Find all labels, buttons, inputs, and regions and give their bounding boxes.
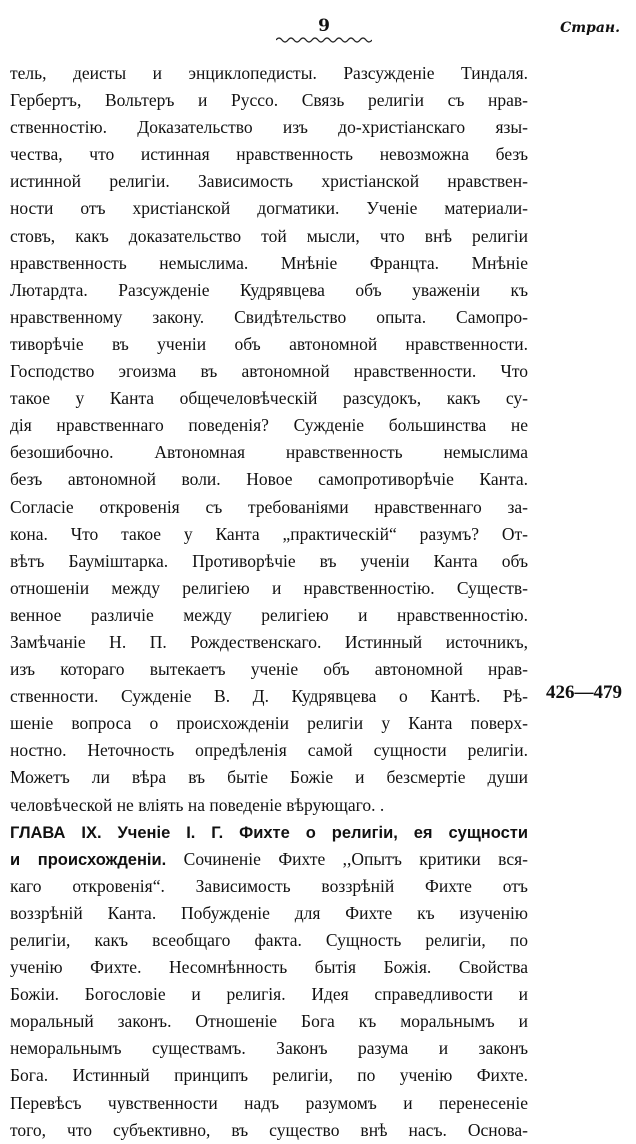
text-line: ностно. Неточность опредѣленія самой сущности религіи. (10, 740, 528, 761)
text-line: Божіи. Богословіе и религія. Идея справедливости и (10, 984, 528, 1005)
text-line: отношеніи между религіею и нравственностію. Существ- (10, 577, 528, 598)
text-line: Гербертъ, Вольтеръ и Руссо. Связь религіи съ нрав- (10, 90, 528, 111)
text-line: безъ автономной воли. Новое самопротиворѣчіе Канта. (10, 469, 528, 490)
text-line: того, что субъективно, въ существо внѣ насъ. Основа- (10, 1119, 528, 1140)
text-line: религіи, какъ всеобщаго факта. Сущность религіи, по (10, 930, 528, 950)
text-line: ственностію. Доказательство изъ до-христіанскаго язы- (10, 117, 528, 138)
text-line: шеніе вопроса о происхожденіи религіи у Канта поверх- (10, 713, 528, 734)
text-line: изъ котораго вытекаетъ ученіе объ автономной нрав- (10, 659, 528, 680)
text-line: кона. Что такое у Канта „практическій“ разумъ? От- (10, 523, 528, 544)
text-line: такое у Канта общечеловѣческій разсудокъ, какъ су- (10, 388, 528, 409)
text-line: истинной религіи. Зависимость христіанской нравствен- (10, 171, 528, 192)
text-line: тель, деисты и энциклопедисты. Разсужденіе Тиндаля. (10, 63, 528, 83)
ornament-squiggle-icon (276, 36, 372, 44)
text-line: воззрѣній Канта. Побужденіе для Фихте къ изученію (10, 902, 528, 923)
page-number: 9 (318, 16, 330, 36)
chapter-title-continued: и происхожденіи. (10, 850, 167, 869)
text-line: безошибочно. Автономная нравственность немыслима (10, 442, 528, 463)
running-head: Стран. (560, 20, 620, 36)
text-line: венное различіе между религіею и нравственностію. (10, 604, 528, 625)
text-line: каго откровенія“. Зависимость воззрѣній Фихте отъ (10, 875, 528, 896)
chapter-title: ГЛАВА IX. Ученіе І. Г. Фихте о религіи, ея сущности (10, 823, 528, 842)
text-line: Перевѣсъ чувственности надъ разумомъ и перенесеніе (10, 1092, 528, 1113)
text-line: Замѣчаніе Н. П. Рождественскаго. Истинный источникъ, (10, 631, 528, 652)
text-line: ности отъ христіанской догматики. Ученіе материали- (10, 198, 528, 219)
text-line: неморальнымъ существамъ. Законъ разума и законъ (10, 1038, 528, 1059)
text-line: человѣческой не вліять на поведеніе вѣрующаго. . (10, 794, 385, 815)
text-line: Можетъ ли вѣра въ бытіе Божіе и безсмертіе души (10, 767, 528, 788)
text-line: Лютардта. Разсужденіе Кудрявцева объ уваженіи къ (10, 279, 528, 300)
text-line: моральный законъ. Отношеніе Бога къ моральнымъ и (10, 1011, 528, 1032)
text-line: нравственному закону. Свидѣтельство опыта. Самопро- (10, 306, 528, 327)
text-line: Господство эгоизма въ автономной нравственности. Что (10, 361, 528, 382)
chapter-heading-line (10, 819, 528, 846)
chapter-first-line-text: Сочиненіе Фихте ,,Опытъ критики вся- (166, 848, 528, 869)
page-range: 426—479 (546, 682, 622, 703)
text-line: Бога. Истинный принципъ религіи, по ученію Фихте. (10, 1065, 528, 1086)
text-line: ученію Фихте. Несомнѣнность бытія Божія. Свойства (10, 957, 528, 978)
chapter-first-line (10, 846, 528, 873)
text-line: Согласіе откровенія съ требованіями нравственнаго за- (10, 496, 528, 517)
text-line: чества, что истинная нравственность невозможна безъ (10, 144, 528, 165)
text-line: дія нравственнаго поведенія? Сужденіе большинства не (10, 415, 528, 436)
text-line: вѣтъ Бауміштарка. Противорѣчіе въ ученіи Канта объ (10, 550, 528, 571)
text-line: нравственность немыслима. Мнѣніе Францта. Мнѣніе (10, 252, 528, 273)
text-line: стовъ, какъ доказательство той мысли, что внѣ религіи (10, 225, 528, 246)
toc-text-column (10, 60, 528, 1144)
text-line: ственности. Сужденіе В. Д. Кудрявцева о Кантѣ. Рѣ- (10, 686, 528, 707)
text-line: тиворѣчіе въ ученіи объ автономной нравственности. (10, 333, 528, 354)
